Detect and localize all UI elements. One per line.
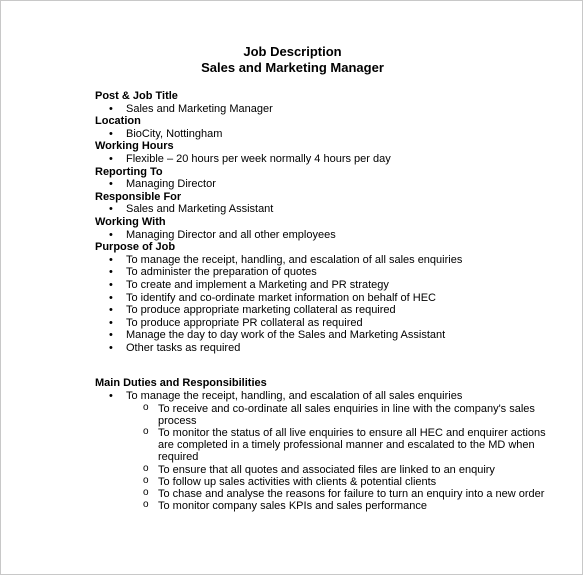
section-working-hours <box>95 140 565 165</box>
section-heading: Post & Job Title <box>95 90 178 102</box>
section-heading: Working With <box>95 215 166 228</box>
section-heading: Purpose of Job <box>95 241 176 254</box>
list-item: • Managing Director <box>95 178 565 191</box>
section-heading: Working Hours <box>95 140 174 153</box>
section-heading: Reporting To <box>95 165 163 178</box>
list-item: • Other tasks as required <box>95 342 565 355</box>
section-heading: Responsible For <box>95 190 182 203</box>
document-page <box>0 44 585 90</box>
list-item: • Sales and Marketing Assistant <box>95 203 565 216</box>
list-item: • To manage the receipt, handling, and escalation of all sales enquiries <box>95 390 565 403</box>
sub-list-item: o To monitor company sales KPIs and sales performance <box>95 500 558 512</box>
spacer <box>95 354 565 377</box>
section-heading: Location <box>95 115 141 128</box>
list-item: • To administer the preparation of quotes <box>95 266 565 279</box>
section-post <box>95 90 565 115</box>
list-item: • To produce appropriate marketing collateral as required <box>95 304 565 317</box>
list-item: • To produce appropriate PR collateral as required <box>95 317 565 330</box>
list-item: • To create and implement a Marketing and PR strategy <box>95 279 565 292</box>
sub-list-item: o To ensure that all quotes and associated files are linked to an enquiry <box>95 464 558 476</box>
section-reporting-to <box>95 166 565 191</box>
list-item: • Manage the day to day work of the Sales and Marketing Assistant <box>95 329 565 342</box>
section-responsible-for <box>95 191 565 216</box>
section-main-duties <box>95 377 565 512</box>
document-body <box>95 90 565 512</box>
list-item: • To identify and co-ordinate market information on behalf of HEC <box>95 292 565 305</box>
document-subtitle: Sales and Marketing Manager <box>201 60 384 75</box>
document-title: Job Description <box>243 44 342 59</box>
section-working-with <box>95 216 565 241</box>
list-item: • BioCity, Nottingham <box>95 128 565 141</box>
sub-list-item: o To follow up sales activities with clients & potential clients <box>95 476 558 488</box>
sub-list-item: o To chase and analyse the reasons for failure to turn an enquiry into a new order <box>95 488 558 500</box>
list-item: • Flexible – 20 hours per week normally 4 hours per day <box>95 153 565 166</box>
sub-list-item: o To monitor the status of all live enquiries to ensure all HEC and enquirer actions are completed in a timely professional manner and escalated to the MD when required <box>95 427 558 464</box>
list-item: • Sales and Marketing Manager <box>95 103 565 116</box>
section-heading: Main Duties and Responsibilities <box>95 377 267 390</box>
list-item: • To manage the receipt, handling, and escalation of all sales enquiries <box>95 254 565 267</box>
sub-list-item: o To receive and co-ordinate all sales enquiries in line with the company's sales process <box>95 403 558 427</box>
section-location <box>95 115 565 140</box>
section-purpose <box>95 241 565 354</box>
list-item: • Managing Director and all other employees <box>95 229 565 242</box>
